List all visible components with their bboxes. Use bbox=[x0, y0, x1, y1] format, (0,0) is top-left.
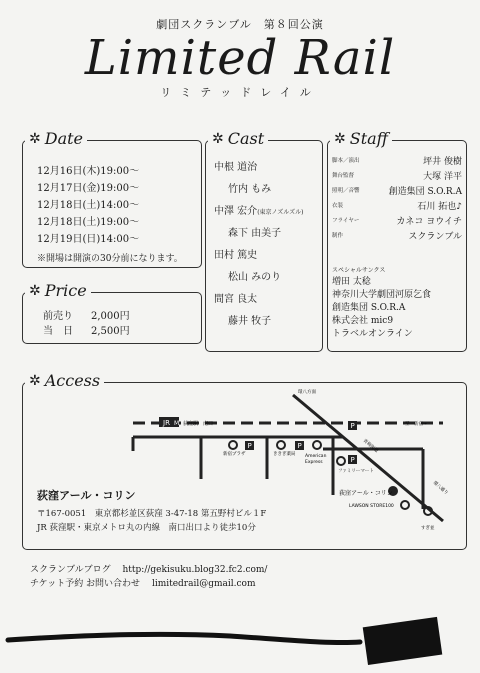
cast-item: 田村 篤史 bbox=[214, 250, 258, 261]
staff-row: 衣装 石川 拓也♪ bbox=[332, 202, 462, 212]
price-row: 前売り 2,000円 bbox=[43, 311, 130, 322]
svg-text:環八方面: 環八方面 bbox=[298, 390, 316, 395]
svg-text:P: P bbox=[297, 442, 302, 450]
svg-text:ききぎ薬局: ききぎ薬局 bbox=[273, 452, 296, 457]
thanks-item: 株式会社 mic9 bbox=[332, 316, 394, 326]
svg-text:JR: JR bbox=[163, 419, 170, 427]
price-list bbox=[43, 309, 130, 339]
svg-text:ファミリーマート: ファミリーマート bbox=[338, 469, 374, 474]
rail-stroke bbox=[8, 634, 360, 642]
footer bbox=[30, 563, 267, 591]
date-heading: ✲ Date bbox=[25, 129, 87, 148]
staff-row: 制作 スクランブル bbox=[332, 232, 462, 242]
price-row: 当 日 2,500円 bbox=[43, 326, 130, 337]
cast-item: 森下 由美子 bbox=[228, 228, 282, 239]
cast-section bbox=[205, 129, 323, 352]
access-section bbox=[22, 371, 467, 550]
asterisk-icon: ✲ bbox=[29, 130, 41, 147]
access-heading: ✲ Access bbox=[25, 371, 104, 390]
landmark-icon bbox=[401, 501, 409, 509]
landmark-icon bbox=[337, 457, 345, 465]
staff-section bbox=[327, 129, 467, 352]
date-item: 12月18日(土)14:00～ bbox=[37, 200, 140, 211]
thanks-heading: スペシャルサンクス bbox=[332, 267, 386, 274]
svg-text:荻窪アール・コリン: 荻窪アール・コリン bbox=[339, 490, 393, 497]
svg-text:American: American bbox=[305, 454, 327, 459]
staff-row: 舞台監督 大塚 洋平 bbox=[332, 172, 462, 182]
date-note: ※開場は開演の30分前になります。 bbox=[37, 254, 183, 264]
date-item: 12月18日(土)19:00～ bbox=[37, 217, 140, 228]
date-list bbox=[37, 163, 139, 248]
staff-row: フライヤー カネコ ヨウイチ bbox=[332, 217, 462, 227]
date-item: 12月19日(日)14:00～ bbox=[37, 234, 140, 245]
svg-text:P: P bbox=[350, 422, 355, 430]
asterisk-icon: ✲ bbox=[212, 130, 224, 147]
staff-row: 脚本／演出 坪井 俊樹 bbox=[332, 157, 462, 167]
redaction-block bbox=[363, 617, 443, 665]
blog-line: スクランブルブログ http://gekisuku.blog32.fc2.com/ bbox=[30, 565, 268, 575]
thanks-item: 神奈川大学劇団河原乞食 bbox=[332, 290, 432, 300]
landmark-icon bbox=[313, 441, 321, 449]
price-section bbox=[22, 281, 202, 344]
date-item: 12月16日(木)19:00～ bbox=[37, 166, 140, 177]
asterisk-icon: ✲ bbox=[29, 372, 41, 389]
svg-text:至 新宿→: 至 新宿→ bbox=[405, 422, 427, 427]
svg-text:Express: Express bbox=[305, 460, 323, 465]
date-section bbox=[22, 129, 202, 268]
asterisk-icon: ✲ bbox=[334, 130, 346, 147]
svg-text:荻窪駅 南口: 荻窪駅 南口 bbox=[183, 421, 214, 427]
staff-table bbox=[332, 157, 466, 247]
price-heading: ✲ Price bbox=[25, 281, 91, 300]
thanks-item: 増田 太稔 bbox=[332, 277, 371, 287]
date-item: 12月17日(金)19:00～ bbox=[37, 183, 140, 194]
cast-item: 松山 みのり bbox=[228, 272, 282, 283]
thanks-list bbox=[332, 276, 431, 341]
cast-heading: ✲ Cast bbox=[208, 129, 268, 148]
thanks-item: 創造集団 S.O.R.A bbox=[332, 303, 406, 313]
svg-text:P: P bbox=[350, 456, 355, 464]
ticket-line: チケット予約 お問い合わせ limitedrail@gmail.com bbox=[30, 579, 256, 589]
svg-text:P: P bbox=[247, 442, 252, 450]
svg-text:青梅街道: 青梅街道 bbox=[361, 438, 379, 455]
title-kana: リミテッドレイル bbox=[160, 86, 320, 99]
page-title: Limited Rail bbox=[84, 30, 396, 86]
svg-text:LAWSON STORE100: LAWSON STORE100 bbox=[349, 504, 394, 509]
staff-heading: ✲ Staff bbox=[330, 129, 392, 148]
venue-address: 〒167-0051 東京都杉並区荻窪 3-47-18 第五野村ビル１F JR 荻窪駅・東京メトロ丸の内線 南口出口より徒歩10分 bbox=[37, 509, 267, 533]
landmark-icon bbox=[277, 441, 285, 449]
cast-item: 中澤 宏介(東京ノズルズル) bbox=[214, 206, 304, 217]
cast-item: 藤井 牧子 bbox=[228, 316, 272, 327]
cast-item: 中根 道治 bbox=[214, 162, 258, 173]
troupe-line: 劇団スクランブル 第８回公演 bbox=[156, 18, 324, 31]
venue-name: 荻窪アール・コリン bbox=[37, 489, 136, 502]
cast-item: 間宮 良太 bbox=[214, 294, 258, 305]
svg-text:環八通り: 環八通り bbox=[431, 480, 449, 497]
blog-link[interactable]: http://gekisuku.blog32.fc2.com/ bbox=[122, 565, 268, 575]
thanks-item: トラベルオンライン bbox=[332, 329, 413, 339]
staff-row: 照明／音響 創造集団 S.O.R.A bbox=[332, 187, 462, 197]
cast-list bbox=[214, 157, 322, 333]
svg-text:新宿プラザ: 新宿プラザ bbox=[223, 452, 246, 457]
cast-item: 竹内 もみ bbox=[228, 184, 272, 195]
asterisk-icon: ✲ bbox=[29, 282, 41, 299]
svg-text:M: M bbox=[174, 420, 180, 427]
landmark-icon bbox=[229, 441, 237, 449]
ticket-email-link[interactable]: limitedrail@gmail.com bbox=[151, 579, 256, 589]
svg-text:すぎ並: すぎ並 bbox=[421, 526, 435, 531]
